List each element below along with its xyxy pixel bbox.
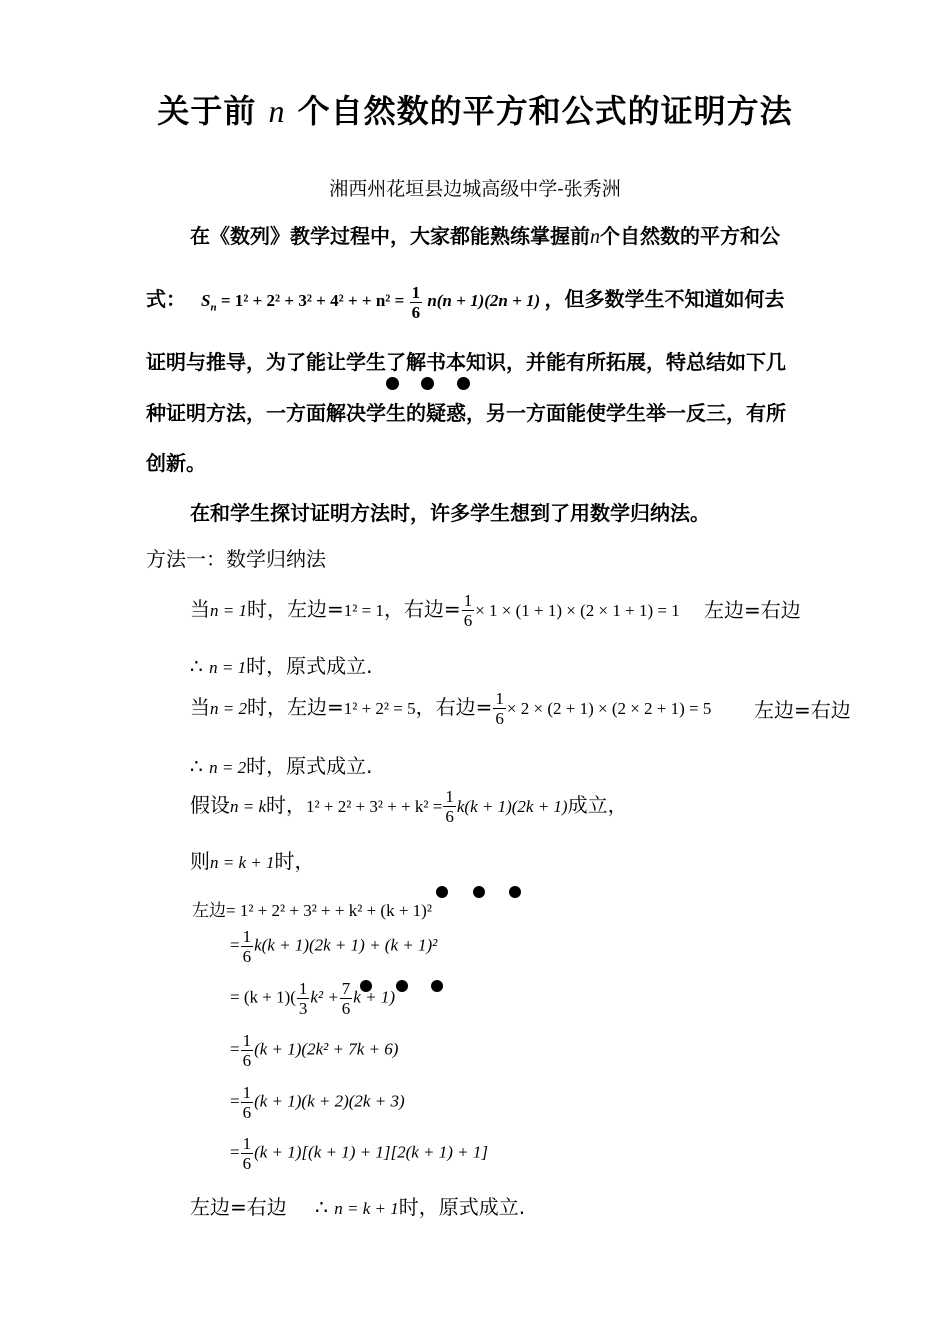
frac-num: 1 (495, 689, 504, 708)
assumption-line (190, 788, 628, 825)
conclusion-n2 (190, 750, 372, 779)
intro-variable: n (590, 226, 600, 248)
equals: = (230, 1142, 240, 1162)
intro-text: 式： (146, 287, 186, 311)
frac-den: 6 (242, 947, 252, 966)
formula-s: S (200, 291, 211, 310)
frac-num: 1 (298, 979, 308, 998)
text: 时，左边= (246, 695, 344, 719)
math-expr: = 1² + 2² + 3² + + k² + (k + 1)² (226, 901, 432, 920)
frac-den: 6 (341, 999, 351, 1018)
intro-line-5: 创新。 (146, 451, 206, 475)
fraction (241, 1135, 254, 1172)
emphasis-dot (509, 886, 521, 898)
final-conclusion (190, 1191, 525, 1220)
derivation-line-5 (230, 1084, 405, 1121)
math-cond: n = k + 1 (334, 1199, 399, 1218)
lhs-label: 左边 (192, 901, 226, 921)
text: 时，原式成立. (246, 754, 373, 778)
title-suffix: 个自然数的平方和公式的证明方法 (297, 92, 793, 130)
math-rhs: × 2 × (2 + 1) × (2 × 2 + 1) = 5 (506, 699, 712, 718)
frac-den: 6 (463, 611, 473, 630)
intro-line-6: 在和学生探讨证明方法时，许多学生想到了用数学归纳法。 (190, 501, 710, 525)
derivation-line-3 (230, 980, 395, 1017)
sum-formula (200, 282, 544, 322)
text: ，右边= (415, 695, 493, 719)
fraction (340, 980, 353, 1017)
text: 时， (274, 849, 315, 873)
eq-note-2: 左边=右边 (754, 698, 851, 722)
fraction (241, 1084, 254, 1121)
intro-line-2 (146, 283, 784, 321)
math-expr: k(k + 1)(2k + 1) + (k + 1)² (254, 935, 438, 955)
formula-middle: = 1² + 2² + 3² + 4² + + n² = (220, 291, 405, 310)
text: 时，左边= (246, 597, 344, 621)
text: 时，原式成立. (246, 654, 373, 678)
math-expr: = (k + 1)( (230, 987, 296, 1007)
frac-den: 6 (445, 807, 454, 826)
math-rhs: × 1 × (1 + 1) × (2 × 1 + 1) = 1 (475, 601, 680, 620)
intro-line-3: 证明与推导，为了能让学生了解书本知识，并能有所拓展，特总结如下几 (146, 350, 786, 374)
fraction (443, 788, 456, 825)
intro-line-1 (190, 220, 780, 249)
author-line: 湘西州花垣县边城高级中学-张秀洲 (329, 178, 621, 200)
frac-num: 1 (242, 927, 252, 946)
fraction (241, 928, 254, 965)
text: 左边=右边 (190, 1195, 287, 1219)
frac-num: 1 (411, 282, 421, 302)
text: 当 (190, 695, 210, 719)
fraction (493, 690, 506, 727)
text: 时， (266, 793, 307, 817)
derivation-line-4 (230, 1032, 398, 1069)
derivation-line-2 (230, 928, 437, 965)
therefore-symbol: ∴ (190, 654, 203, 678)
frac-num: 1 (242, 1031, 252, 1050)
intro-line-4: 种证明方法，一方面解决学生的疑惑，另一方面能使学生举一反三，有所 (146, 401, 786, 425)
emphasis-dot (473, 886, 485, 898)
frac-num: 1 (242, 1083, 252, 1102)
math-cond: n = 2 (210, 699, 247, 718)
frac-num: 7 (341, 979, 351, 998)
frac-den: 6 (242, 1103, 252, 1122)
math-lhs: 1² + 2² + 3² + + k² = (306, 797, 443, 816)
frac-den: 6 (242, 1051, 252, 1070)
formula-sub: n (210, 301, 217, 314)
math-expr: k² + (310, 987, 339, 1007)
math-cond: n = 1 (209, 658, 247, 677)
formula-rhs: n(n + 1)(2n + 1) (427, 291, 541, 310)
frac-num: 1 (463, 591, 473, 610)
frac-den: 6 (242, 1154, 252, 1173)
text: 则 (190, 849, 210, 873)
emphasis-dot (421, 377, 434, 390)
then-line (190, 845, 315, 874)
math-cond: n = k (230, 797, 267, 816)
intro-text: ，但多数学生不知道如何去 (544, 287, 785, 311)
fraction (297, 980, 310, 1017)
page-title (0, 86, 950, 132)
math-cond: n = k + 1 (210, 853, 275, 872)
math-expr: (k + 1)(2k² + 7k + 6) (254, 1039, 399, 1059)
eq-note-1: 左边=右边 (704, 598, 801, 622)
math-cond: n = 2 (209, 758, 247, 777)
method-heading: 方法一：数学归纳法 (146, 547, 326, 571)
frac-den: 6 (411, 302, 421, 322)
frac-den: 6 (495, 709, 504, 728)
emphasis-dot (457, 377, 470, 390)
title-variable: n (268, 93, 286, 129)
math-cond: n = 1 (210, 601, 247, 620)
text: 成立， (567, 793, 628, 817)
case-n1 (190, 592, 680, 629)
emphasis-dot (386, 377, 399, 390)
intro-text: 在《数列》教学过程中，大家都能熟练掌握前 (190, 224, 590, 248)
fraction (462, 592, 475, 629)
therefore-symbol: ∴ (190, 754, 203, 778)
math-lhs: 1² + 2² = 5 (343, 699, 416, 718)
fraction (241, 1032, 254, 1069)
conclusion-n1 (190, 650, 372, 679)
derivation-line-1 (192, 896, 432, 921)
equals: = (230, 1091, 240, 1111)
text: 当 (190, 597, 210, 621)
frac-num: 1 (445, 787, 454, 806)
frac-den: 3 (298, 999, 308, 1018)
equals: = (230, 935, 240, 955)
text: 假设 (190, 793, 230, 817)
emphasis-dot (436, 886, 448, 898)
case-n2 (190, 690, 711, 727)
text: 时，原式成立. (398, 1195, 526, 1219)
equals: = (230, 1039, 240, 1059)
math-rhs: k(k + 1)(2k + 1) (456, 797, 568, 816)
intro-text: 个自然数的平方和公 (600, 224, 780, 248)
math-expr: (k + 1)(k + 2)(2k + 3) (254, 1091, 405, 1111)
derivation-line-6 (230, 1135, 488, 1172)
therefore-symbol: ∴ (315, 1195, 328, 1219)
text: ，右边= (383, 597, 461, 621)
math-expr: (k + 1)[(k + 1) + 1][2(k + 1) + 1] (254, 1142, 489, 1162)
formula-fraction (410, 284, 423, 321)
frac-num: 1 (242, 1134, 252, 1153)
emphasis-dot (396, 980, 408, 992)
emphasis-dot (431, 980, 443, 992)
math-lhs: 1² = 1 (343, 601, 384, 620)
math-expr: k + 1) (353, 987, 395, 1007)
title-prefix: 关于前 (157, 92, 257, 130)
